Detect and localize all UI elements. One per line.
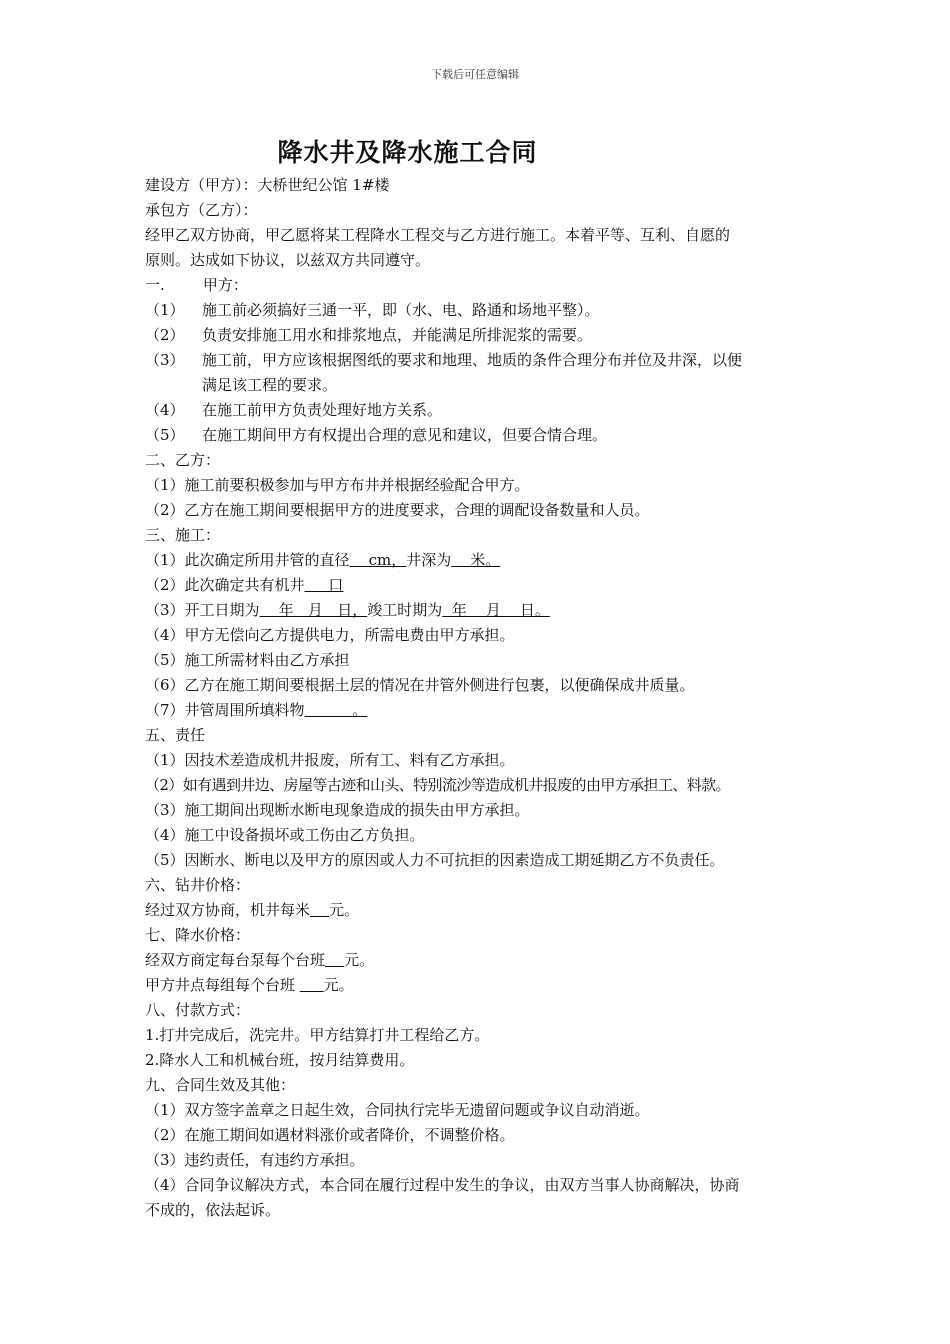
section-heading: 七、降水价格： [145, 926, 251, 944]
section-heading: 一. 甲方： [145, 276, 248, 294]
section-heading: 六、钻井价格： [145, 876, 251, 894]
item-number: （1） [145, 301, 185, 319]
item-text: 在施工前甲方负责处理好地方关系。 [202, 401, 443, 419]
item-text: 元。 [329, 901, 360, 919]
document-title: 降水井及降水施工合同 [277, 138, 538, 167]
item-text: （1）此次确定所用井管的直径 [145, 551, 350, 569]
list-item [145, 348, 825, 373]
item-text: 元。 [344, 951, 375, 969]
blank-field [300, 976, 324, 994]
list-item [145, 598, 825, 623]
list-item [145, 323, 825, 348]
item-text: （7）井管周围所填料物 [145, 701, 305, 719]
blank-field: 。 [304, 701, 368, 719]
list-item: （5）因断水、断电以及甲方的原因或人力不可抗拒的因素造成工期延期乙方不负责任。 [145, 851, 725, 869]
contract-body [145, 173, 825, 1223]
header-note: 下载后可任意编辑 [431, 68, 519, 81]
list-item: （4）甲方无偿向乙方提供电力，所需电费由甲方承担。 [145, 626, 515, 644]
list-item: （6）乙方在施工期间要根据土层的情况在井管外侧进行包裹，以便确保成井质量。 [145, 676, 695, 694]
item-text: （2）此次确定共有机井 [145, 576, 305, 594]
section-heading: 二、乙方： [145, 451, 221, 469]
list-item: （1）施工前要积极参加与甲方布井并根据经验配合甲方。 [145, 476, 530, 494]
list-item: （1）因技术差造成机井报废，所有工、料有乙方承担。 [145, 751, 515, 769]
list-item: 1.打井完成后，洗完井。甲方结算打井工程给乙方。 [145, 1026, 490, 1044]
item-continuation: 满足该工程的要求。 [202, 376, 338, 394]
party-a: 建设方（甲方）：大桥世纪公馆 1#楼 [145, 176, 390, 194]
section-heading: 三、施工： [145, 526, 221, 544]
item-text: 施工前必须搞好三通一平，即（水、电、路通和场地平整）。 [202, 301, 600, 319]
blank-field: 米。 [451, 551, 501, 569]
party-b: 承包方（乙方）： [145, 201, 258, 219]
item-text: 施工前，甲方应该根据图纸的要求和地理、地质的条件合理分布并位及井深，以便 [202, 351, 743, 369]
item-text: （3）开工日期为 [145, 601, 260, 619]
blank-field [325, 951, 344, 969]
list-item: （5）施工所需材料由乙方承担 [145, 651, 350, 669]
section-heading: 八、付款方式： [145, 1001, 251, 1019]
blank-field: 年 月 日， [259, 601, 368, 619]
list-item: （4）合同争议解决方式，本合同在履行过程中发生的争议，由双方当事人协商解决，协商 [145, 1176, 740, 1194]
item-number: （2） [145, 326, 185, 344]
item-number: （4） [145, 401, 185, 419]
list-item [145, 398, 825, 423]
item-number: （3） [145, 351, 185, 369]
intro-line: 原则。达成如下协议，以兹双方共同遵守。 [145, 251, 431, 269]
list-item: （2）如有遇到井边、房屋等古迹和山头、特别流沙等造成机井报废的由甲方承担工、料款。 [145, 776, 730, 794]
blank-field: 口 [304, 576, 344, 594]
blank-field [310, 901, 329, 919]
list-item: （2）在施工期间如遇材料涨价或者降价，不调整价格。 [145, 1126, 515, 1144]
list-item [145, 298, 825, 323]
item-text: 经双方商定每台泵每个台班 [145, 951, 326, 969]
blank-field: 年 月 日。 [442, 601, 550, 619]
list-item: 2.降水人工和机械台班，按月结算费用。 [145, 1051, 415, 1069]
list-item: （1）双方签字盖章之日起生效，合同执行完毕无遗留问题或争议自动消逝。 [145, 1101, 650, 1119]
list-item: （3）违约责任，有违约方承担。 [145, 1151, 365, 1169]
list-item [145, 573, 825, 598]
item-text: 在施工期间甲方有权提出合理的意见和建议，但要合情合理。 [202, 426, 608, 444]
list-item: （2）乙方在施工期间要根据甲方的进度要求，合理的调配设备数量和人员。 [145, 501, 650, 519]
section-heading: 九、合同生效及其他： [145, 1076, 296, 1094]
price-line [145, 898, 825, 923]
price-line [145, 948, 825, 973]
intro-line: 经甲乙双方协商，甲乙愿将某工程降水工程交与乙方进行施工。本着平等、互利、自愿的 [145, 226, 731, 244]
list-item: （3）施工期间出现断水断电现象造成的损失由甲方承担。 [145, 801, 530, 819]
item-number: （5） [145, 426, 185, 444]
list-item [145, 698, 825, 723]
item-text: 井深为 [406, 551, 452, 569]
item-text: 元。 [323, 976, 354, 994]
list-item: （4）施工中设备损坏或工伤由乙方负担。 [145, 826, 425, 844]
item-text: 甲方井点每组每个台班 [145, 976, 300, 994]
blank-field: cm， [349, 551, 407, 569]
item-text: 负责安排施工用水和排浆地点，并能满足所排泥浆的需要。 [202, 326, 593, 344]
section-heading: 五、责任 [145, 726, 206, 744]
item-text: 竣工时期为 [367, 601, 443, 619]
list-item [145, 423, 825, 448]
price-line [145, 973, 825, 998]
item-continuation: 不成的，依法起诉。 [145, 1201, 281, 1219]
list-item [145, 548, 825, 573]
item-text: 经过双方协商，机井每米 [145, 901, 311, 919]
